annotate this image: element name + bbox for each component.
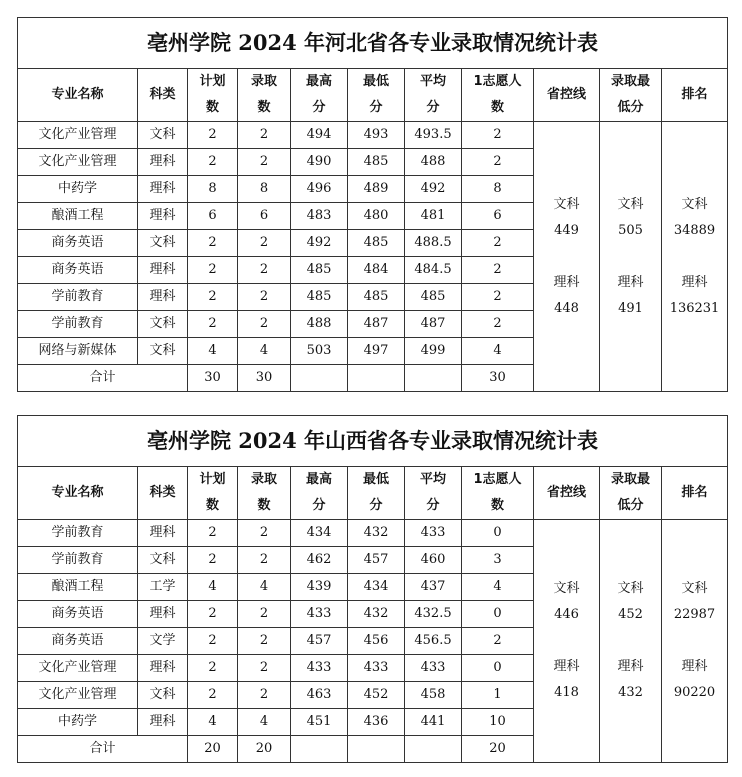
hebei-table-container xyxy=(17,17,727,392)
table-cell: 2 xyxy=(188,311,238,338)
table-cell: 4 xyxy=(188,574,238,601)
table-cell: 理科 xyxy=(138,203,188,230)
table-cell: 学前教育 xyxy=(18,547,138,574)
header-max-score-line: 最高 xyxy=(305,74,332,89)
header-plan-line: 数 xyxy=(205,498,219,513)
table-cell: 493.5 xyxy=(405,122,462,149)
table-cell: 文科 xyxy=(138,122,188,149)
empty-cell xyxy=(291,736,348,763)
header-min-admit xyxy=(600,467,662,520)
header-min-score xyxy=(348,69,405,122)
table-cell: 理科 xyxy=(138,149,188,176)
table-cell: 2 xyxy=(188,628,238,655)
table-cell: 6 xyxy=(188,203,238,230)
rank-wen: 22987 xyxy=(673,607,716,622)
table-cell: 工学 xyxy=(138,574,188,601)
table-cell: 2 xyxy=(188,520,238,547)
table-cell: 8 xyxy=(238,176,291,203)
total-label: 合计 xyxy=(18,365,188,392)
table-cell: 文化产业管理 xyxy=(18,682,138,709)
header-admitted xyxy=(238,69,291,122)
rank-wen-label: 文科 xyxy=(681,581,708,596)
total-label: 合计 xyxy=(18,736,188,763)
header-admitted-line: 数 xyxy=(257,498,271,513)
table-cell: 2 xyxy=(238,682,291,709)
table-cell: 485 xyxy=(291,257,348,284)
min-admit-cell xyxy=(600,520,662,763)
header-admitted xyxy=(238,467,291,520)
table-cell: 485 xyxy=(348,149,405,176)
table-cell: 文化产业管理 xyxy=(18,655,138,682)
header-max-score-line: 分 xyxy=(312,498,326,513)
table-cell: 485 xyxy=(291,284,348,311)
header-major: 专业名称 xyxy=(18,467,138,520)
table-cell: 3 xyxy=(462,547,534,574)
table-cell: 434 xyxy=(348,574,405,601)
table-cell: 489 xyxy=(348,176,405,203)
header-plan xyxy=(188,69,238,122)
table-cell: 497 xyxy=(348,338,405,365)
table-cell: 485 xyxy=(348,230,405,257)
table-cell: 4 xyxy=(462,338,534,365)
table-row xyxy=(18,122,728,149)
table-cell: 0 xyxy=(462,655,534,682)
table-title: 亳州学院 2024 年山西省各专业录取情况统计表 xyxy=(18,416,728,467)
table-cell: 商务英语 xyxy=(18,257,138,284)
table-cell: 484.5 xyxy=(405,257,462,284)
table-cell: 2 xyxy=(188,601,238,628)
table-cell: 433 xyxy=(348,655,405,682)
header-min-score xyxy=(348,467,405,520)
header-max-score xyxy=(291,467,348,520)
header-min-admit-line: 录取最 xyxy=(610,74,650,89)
header-max-score xyxy=(291,69,348,122)
min-admit-li: 432 xyxy=(618,685,643,700)
table-cell: 2 xyxy=(462,149,534,176)
table-cell: 462 xyxy=(291,547,348,574)
table-cell: 2 xyxy=(462,628,534,655)
table-cell: 8 xyxy=(462,176,534,203)
table-cell: 2 xyxy=(462,311,534,338)
table-cell: 2 xyxy=(462,257,534,284)
min-admit-wen: 505 xyxy=(618,222,643,238)
table-cell: 480 xyxy=(348,203,405,230)
table-cell: 436 xyxy=(348,709,405,736)
table-cell: 2 xyxy=(188,230,238,257)
table-cell: 2 xyxy=(238,257,291,284)
spacer xyxy=(662,244,727,270)
min-admit-li-label: 理科 xyxy=(617,274,644,290)
table-cell: 文科 xyxy=(138,547,188,574)
table-cell: 理科 xyxy=(138,655,188,682)
table-cell: 2 xyxy=(238,122,291,149)
control-line-wen: 446 xyxy=(554,607,579,622)
table-cell: 494 xyxy=(291,122,348,149)
table-cell: 文化产业管理 xyxy=(18,122,138,149)
table-cell: 理科 xyxy=(138,284,188,311)
table-cell: 432 xyxy=(348,601,405,628)
table-cell: 2 xyxy=(238,520,291,547)
empty-cell xyxy=(348,736,405,763)
table-cell: 434 xyxy=(291,520,348,547)
total-first-choice: 30 xyxy=(462,365,534,392)
table-cell: 2 xyxy=(238,547,291,574)
table-cell: 485 xyxy=(348,284,405,311)
table-cell: 2 xyxy=(462,230,534,257)
table-cell: 4 xyxy=(238,709,291,736)
table-cell: 6 xyxy=(462,203,534,230)
control-line-wen-label: 文科 xyxy=(553,581,580,596)
control-line-wen: 449 xyxy=(554,222,579,238)
table-cell: 433 xyxy=(405,520,462,547)
header-avg-score xyxy=(405,467,462,520)
hebei-admission-table xyxy=(17,17,728,392)
control-line-li: 448 xyxy=(554,300,579,316)
table-cell: 490 xyxy=(291,149,348,176)
header-avg-score-line: 平均 xyxy=(419,472,446,487)
table-cell: 432.5 xyxy=(405,601,462,628)
table-cell: 8 xyxy=(188,176,238,203)
rank-cell xyxy=(662,122,728,392)
header-admitted-line: 数 xyxy=(257,100,271,115)
table-cell: 2 xyxy=(238,311,291,338)
header-plan-line: 计划 xyxy=(199,472,226,487)
header-max-score-line: 最高 xyxy=(305,472,332,487)
table-cell: 0 xyxy=(462,520,534,547)
table-cell: 2 xyxy=(188,682,238,709)
header-control-line: 省控线 xyxy=(534,69,600,122)
table-cell: 文科 xyxy=(138,230,188,257)
table-cell: 499 xyxy=(405,338,462,365)
shanxi-admission-table xyxy=(17,415,728,763)
min-admit-li-label: 理科 xyxy=(617,659,644,674)
table-cell: 481 xyxy=(405,203,462,230)
empty-cell xyxy=(405,365,462,392)
header-subject: 科类 xyxy=(138,69,188,122)
table-cell: 492 xyxy=(291,230,348,257)
table-cell: 2 xyxy=(188,284,238,311)
empty-cell xyxy=(348,365,405,392)
table-cell: 2 xyxy=(238,601,291,628)
table-cell: 商务英语 xyxy=(18,628,138,655)
control-line-cell xyxy=(534,122,600,392)
header-control-line: 省控线 xyxy=(534,467,600,520)
total-first-choice: 20 xyxy=(462,736,534,763)
control-line-wen-label: 文科 xyxy=(553,196,580,212)
control-line-li: 418 xyxy=(554,685,579,700)
table-cell: 457 xyxy=(291,628,348,655)
rank-wen-label: 文科 xyxy=(681,196,708,212)
header-admitted-line: 录取 xyxy=(250,74,277,89)
rank-wen: 34889 xyxy=(673,222,716,238)
table-cell: 457 xyxy=(348,547,405,574)
table-cell: 学前教育 xyxy=(18,311,138,338)
table-cell: 439 xyxy=(291,574,348,601)
table-cell: 488 xyxy=(405,149,462,176)
table-cell: 4 xyxy=(188,338,238,365)
total-admitted: 30 xyxy=(238,365,291,392)
table-cell: 4 xyxy=(238,574,291,601)
table-cell: 中药学 xyxy=(18,176,138,203)
table-cell: 452 xyxy=(348,682,405,709)
table-cell: 2 xyxy=(188,122,238,149)
table-cell: 理科 xyxy=(138,709,188,736)
header-min-admit-line: 低分 xyxy=(617,100,644,115)
table-cell: 文学 xyxy=(138,628,188,655)
header-max-score-line: 分 xyxy=(312,100,326,115)
table-cell: 10 xyxy=(462,709,534,736)
table-cell: 理科 xyxy=(138,176,188,203)
control-line-li-label: 理科 xyxy=(553,274,580,290)
table-cell: 2 xyxy=(238,628,291,655)
header-min-score-line: 分 xyxy=(369,100,383,115)
spacer xyxy=(662,628,727,654)
min-admit-wen: 452 xyxy=(618,607,643,622)
header-plan-line: 数 xyxy=(205,100,219,115)
min-admit-wen-label: 文科 xyxy=(617,196,644,212)
table-cell: 487 xyxy=(348,311,405,338)
header-avg-score-line: 平均 xyxy=(419,74,446,89)
rank-li: 90220 xyxy=(673,685,716,700)
table-cell: 文科 xyxy=(138,338,188,365)
rank-cell xyxy=(662,520,728,763)
table-cell: 2 xyxy=(188,149,238,176)
table-cell: 484 xyxy=(348,257,405,284)
table-cell: 文科 xyxy=(138,682,188,709)
header-min-admit xyxy=(600,69,662,122)
table-cell: 2 xyxy=(188,257,238,284)
header-min-admit-line: 低分 xyxy=(617,498,644,513)
total-plan: 30 xyxy=(188,365,238,392)
table-cell: 2 xyxy=(462,284,534,311)
table-cell: 理科 xyxy=(138,601,188,628)
table-cell: 492 xyxy=(405,176,462,203)
table-cell: 4 xyxy=(238,338,291,365)
empty-cell xyxy=(405,736,462,763)
min-admit-li: 491 xyxy=(618,300,643,316)
shanxi-table-container xyxy=(17,415,727,763)
table-cell: 441 xyxy=(405,709,462,736)
table-cell: 6 xyxy=(238,203,291,230)
table-cell: 理科 xyxy=(138,257,188,284)
table-cell: 2 xyxy=(188,655,238,682)
rank-li-label: 理科 xyxy=(681,274,708,290)
table-cell: 2 xyxy=(238,149,291,176)
table-cell: 学前教育 xyxy=(18,284,138,311)
header-min-admit-line: 录取最 xyxy=(610,472,650,487)
table-cell: 487 xyxy=(405,311,462,338)
table-cell: 2 xyxy=(188,547,238,574)
header-major: 专业名称 xyxy=(18,69,138,122)
table-cell: 中药学 xyxy=(18,709,138,736)
table-cell: 文科 xyxy=(138,311,188,338)
table-cell: 网络与新媒体 xyxy=(18,338,138,365)
header-first-choice xyxy=(462,467,534,520)
table-cell: 2 xyxy=(238,284,291,311)
table-cell: 商务英语 xyxy=(18,230,138,257)
header-rank: 排名 xyxy=(662,69,728,122)
total-plan: 20 xyxy=(188,736,238,763)
header-first-choice-line: 1志愿人 xyxy=(473,472,522,487)
total-admitted: 20 xyxy=(238,736,291,763)
table-cell: 488 xyxy=(291,311,348,338)
spacer xyxy=(600,244,661,270)
table-cell: 488.5 xyxy=(405,230,462,257)
table-cell: 496 xyxy=(291,176,348,203)
table-cell: 458 xyxy=(405,682,462,709)
min-admit-wen-label: 文科 xyxy=(617,581,644,596)
table-cell: 451 xyxy=(291,709,348,736)
table-cell: 456 xyxy=(348,628,405,655)
header-avg-score-line: 分 xyxy=(426,100,440,115)
table-cell: 493 xyxy=(348,122,405,149)
table-cell: 酿酒工程 xyxy=(18,574,138,601)
table-cell: 2 xyxy=(238,230,291,257)
header-rank: 排名 xyxy=(662,467,728,520)
table-cell: 433 xyxy=(405,655,462,682)
table-cell: 503 xyxy=(291,338,348,365)
empty-cell xyxy=(291,365,348,392)
table-cell: 2 xyxy=(238,655,291,682)
header-subject: 科类 xyxy=(138,467,188,520)
header-first-choice-line: 数 xyxy=(490,100,504,115)
table-cell: 433 xyxy=(291,655,348,682)
table-cell: 4 xyxy=(188,709,238,736)
header-admitted-line: 录取 xyxy=(250,472,277,487)
header-plan xyxy=(188,467,238,520)
min-admit-cell xyxy=(600,122,662,392)
table-cell: 学前教育 xyxy=(18,520,138,547)
table-cell: 4 xyxy=(462,574,534,601)
table-row xyxy=(18,520,728,547)
table-cell: 485 xyxy=(405,284,462,311)
header-avg-score xyxy=(405,69,462,122)
header-avg-score-line: 分 xyxy=(426,498,440,513)
table-title: 亳州学院 2024 年河北省各专业录取情况统计表 xyxy=(18,18,728,69)
header-plan-line: 计划 xyxy=(199,74,226,89)
header-min-score-line: 最低 xyxy=(362,74,389,89)
control-line-li-label: 理科 xyxy=(553,659,580,674)
header-min-score-line: 分 xyxy=(369,498,383,513)
table-cell: 463 xyxy=(291,682,348,709)
spacer xyxy=(600,628,661,654)
table-cell: 432 xyxy=(348,520,405,547)
table-cell: 酿酒工程 xyxy=(18,203,138,230)
header-min-score-line: 最低 xyxy=(362,472,389,487)
table-cell: 理科 xyxy=(138,520,188,547)
table-cell: 1 xyxy=(462,682,534,709)
header-first-choice-line: 1志愿人 xyxy=(473,74,522,89)
spacer xyxy=(534,628,599,654)
table-cell: 0 xyxy=(462,601,534,628)
table-cell: 460 xyxy=(405,547,462,574)
table-cell: 483 xyxy=(291,203,348,230)
table-cell: 437 xyxy=(405,574,462,601)
table-cell: 433 xyxy=(291,601,348,628)
header-first-choice-line: 数 xyxy=(490,498,504,513)
rank-li-label: 理科 xyxy=(681,659,708,674)
table-cell: 2 xyxy=(462,122,534,149)
table-cell: 文化产业管理 xyxy=(18,149,138,176)
rank-li: 136231 xyxy=(669,300,720,316)
spacer xyxy=(534,244,599,270)
table-cell: 商务英语 xyxy=(18,601,138,628)
table-cell: 456.5 xyxy=(405,628,462,655)
control-line-cell xyxy=(534,520,600,763)
header-first-choice xyxy=(462,69,534,122)
